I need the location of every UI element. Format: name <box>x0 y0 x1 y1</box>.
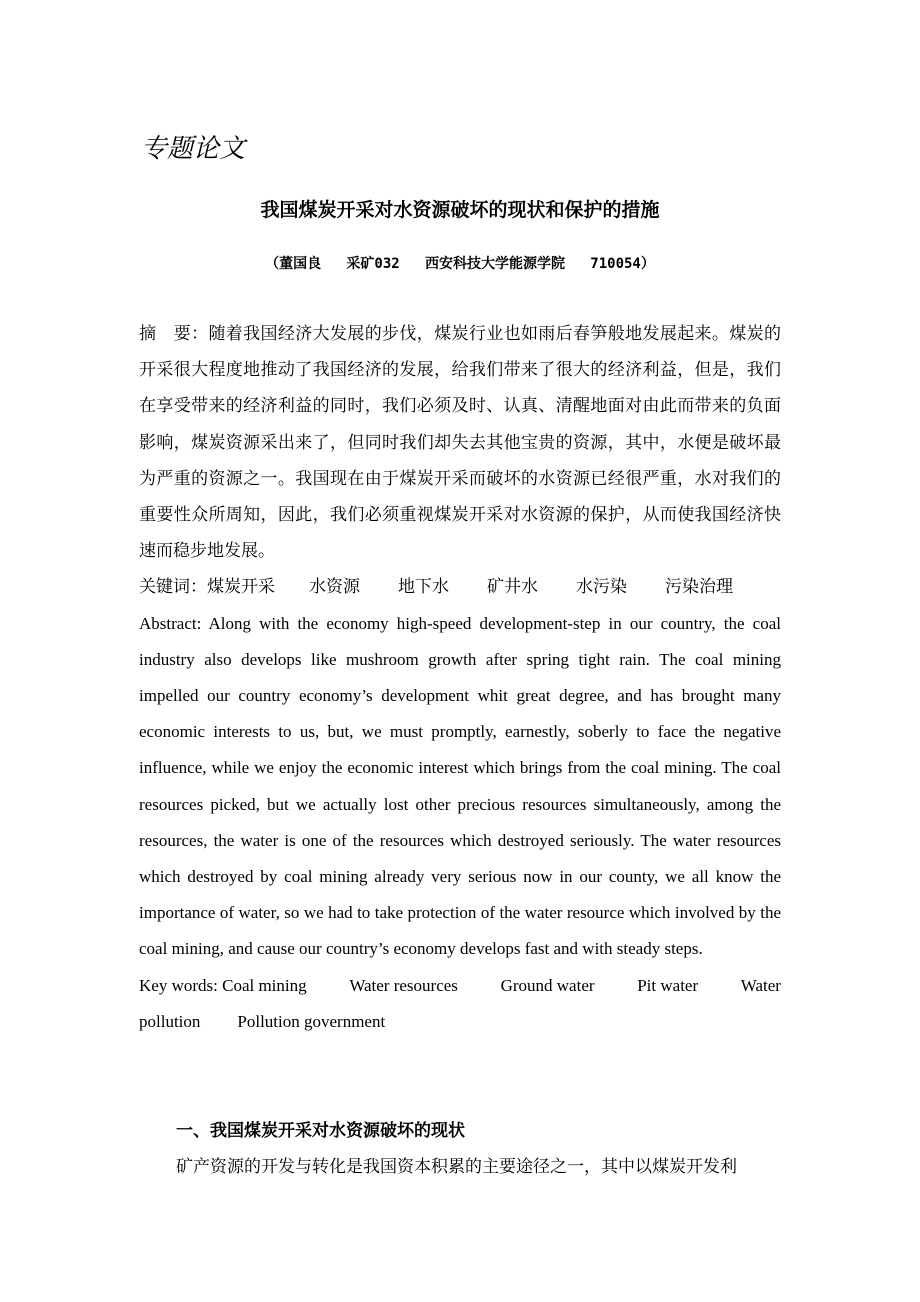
paper-title: 我国煤炭开采对水资源破坏的现状和保护的措施 <box>260 199 660 221</box>
keyword-item: 水资源 <box>309 577 360 598</box>
english-keyword-item: pollution <box>139 1011 201 1031</box>
english-keywords-row <box>139 968 781 1004</box>
english-keyword-item: Ground water <box>500 975 595 995</box>
english-abstract: Abstract: Along with the economy high-speed development-step in our country, the coal industry also develops like mushroom growth after spring tight rain. The coal mining impelled our country economy’s development whit great degree, and has brought many economic interests to us, but, we must promptly, earnestly, soberly to face the negative influence, while we enjoy the economic interest which brings from the coal mining. The coal resources picked, but we actually lost other precious resources simultaneously, among the resources, the water is one of the resources which destroyed seriously. The water resources which destroyed by coal mining already very serious now in our county, we all know the importance of water, so we had to take protection of the water resource which involved by the coal mining, and cause our country’s economy develops fast and with steady steps. <box>139 613 781 959</box>
english-keyword-item: Pollution government <box>237 1011 386 1031</box>
english-keywords-row <box>139 1004 781 1040</box>
english-keyword-item: Pit water <box>637 975 699 995</box>
section-type-label: 专题论文 <box>141 134 246 164</box>
english-keyword-item: Water <box>740 975 781 995</box>
keyword-item: 水污染 <box>576 577 627 598</box>
english-keywords <box>139 968 781 1040</box>
keyword-item: 矿井水 <box>487 577 538 598</box>
author-line: （董国良 采矿032 西安科技大学能源学院 710054） <box>265 256 655 272</box>
chinese-keywords <box>139 569 781 605</box>
section-heading: 一、我国煤炭开采对水资源破坏的现状 <box>176 1121 465 1141</box>
chinese-abstract: 摘 要：随着我国经济大发展的步伐，煤炭行业也如雨后春笋般地发展起来。煤炭的开采很大程度地推动了我国经济的发展，给我们带来了很大的经济利益，但是，我们在享受带来的经济利益的同时，我们必须及时、认真、清醒地面对由此而带来的负面影响，煤炭资源采出来了，但同时我们却失去其他宝贵的资源，其中，水便是破坏最为严重的资源之一。我国现在由于煤炭开采而破坏的水资源已经很严重，水对我们的重要性众所周知，因此，我们必须重视煤炭开采对水资源的保护，从而使我国经济快速而稳步地发展。 <box>139 324 781 562</box>
english-keyword-item: Water resources <box>349 975 458 995</box>
keyword-item: 污染治理 <box>665 577 733 598</box>
english-keyword-item: Key words: Coal mining <box>139 975 307 995</box>
section-paragraph: 矿产资源的开发与转化是我国资本积累的主要途径之一，其中以煤炭开发利 <box>176 1157 737 1177</box>
abstract-block <box>139 316 781 1040</box>
keyword-item: 地下水 <box>398 577 449 598</box>
keywords-label: 关键词：煤炭开采 <box>139 577 275 598</box>
